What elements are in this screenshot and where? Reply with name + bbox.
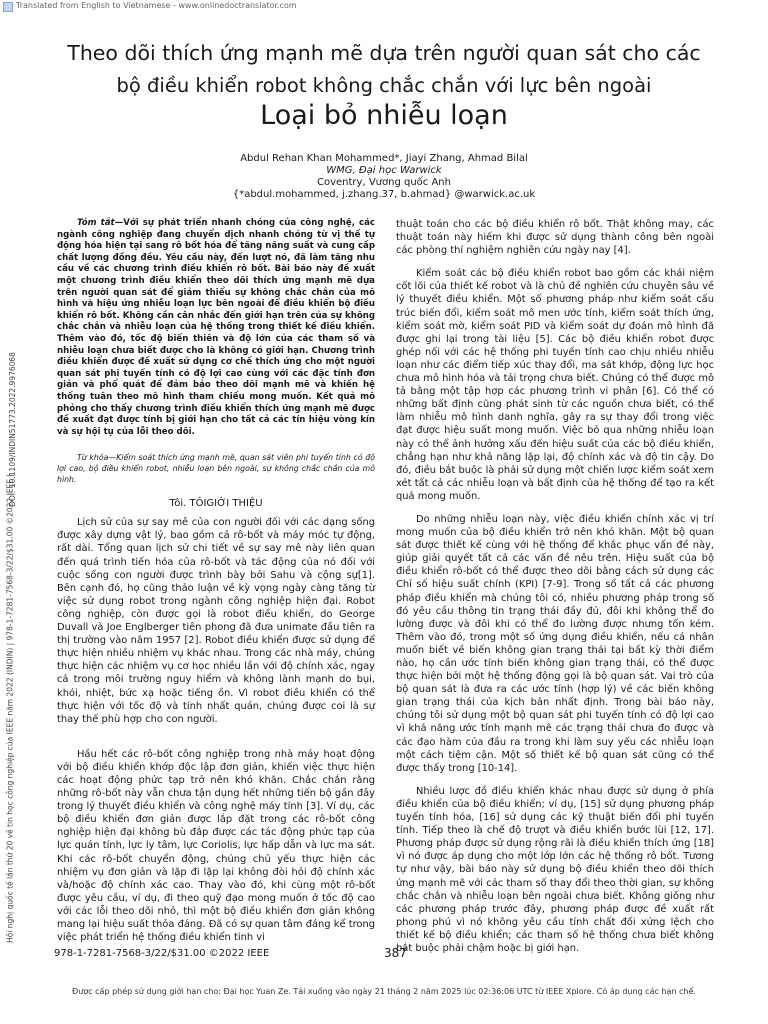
body-paragraph: Do những nhiễu loạn này, việc điều khiển chính xác vị trí mong muốn của bộ điều khiển trở nên khó khăn. Một bộ quan sát được thiết kế cùng với hệ thống để khắc phục vấn đề này, giúp giải quyết tất cả các vấn đề nêu trên. Hiệu suất của bộ điều khiển rô-bốt có thể được theo dõi bằng cách sử dụng các Chỉ số hiệu suất chính (KPI) [7-9]. Trong số tất cả các phương pháp điều khiển mà chúng tôi có, nhiều phương pháp trong số đó yêu cầu thông tin trạng thái đầy đủ, đôi khi không thể đo lường được và đôi khi có thể đo lường được nhưng tốn kém. Thêm vào đó, trong một số ứng dụng điều khiển, nếu cá nhân muốn biết về biến không gian trạng thái tại bất kỳ thời điểm nào, họ cần ước tính biến không gian trạng thái, có thể được thực hiện bởi một hệ thống động gọi là bộ quan sát. Vai trò của bộ quan sát là đưa ra các ước tính (hợp lý) về các biến không gian trạng thái của kịch bản nhất định. Trong bài báo này, chúng tôi sử dụng một bộ quan sát phi tuyến tính có độ lợi cao vì khả năng ước tính mạnh mẽ các trạng thái chưa đo được và các đạo hàm của đầu ra trong khi làm suy yếu các nhiễu loạn một cách tiệm cận. Một số thiết kế bộ quan sát cũng có thể được thấy trong [10-14].: [396, 513, 714, 774]
side-doi: DOI: 10.1109/INDIN51773.2022.9976068: [8, 352, 17, 507]
body-paragraph: Hầu hết các rô-bốt công nghiệp trong nhà máy hoạt động với bộ điều khiển khớp độc lập đơn giản, khiến việc thực hiện các hoạt động phức tạp trở nên khó khăn. Chắc chắn rằng những rô-bốt này vẫn chưa tận dụng hết những tiến bộ gần đây trong lý thuyết điều khiển và công nghệ máy tính [3]. Ví dụ, các bộ điều khiển đơn giản được lắp đặt trong các rô-bốt công nghiệp hiện đại không bù đắp được các tác động phức tạp của lực quán tính, lực ly tâm, lực Coriolis, lực hấp dẫn và lực ma sát. Khi các rô-bốt chuyển động, chúng chủ yếu thực hiện các nhiệm vụ đơn giản và lặp đi lặp lại không đòi hỏi độ chính xác và/hoặc độ chính xác cao. Thay vào đó, khi cùng một rô-bốt được yêu cầu, ví dụ, đi theo quỹ đạo mong muốn ở tốc độ cao với các lỗi theo dõi nhỏ, thì một bộ điều khiển đơn giản không mang lại hiệu suất thỏa đáng. Đã có sự quan tâm đáng kể trong việc phát triển hệ thống điều khiển tinh vi: [57, 748, 375, 944]
translation-banner: [0, 0, 768, 12]
body-paragraph: thuật toán cho các bộ điều khiển rô bốt. Thật không may, các thuật toán này hiếm khi được sử dụng thành công bên ngoài các phòng thí nghiệm nghiên cứu ngày nay [4].: [396, 219, 714, 257]
license-note: Được cấp phép sử dụng giới hạn cho: Đại học Yuan Ze. Tải xuống vào ngày 21 tháng 2 năm 2025 lúc 02:36:06 UTC từ IEEE Xplore. Có áp dụng các hạn chế.: [72, 987, 696, 996]
banner-text: Translated from English to Vietnamese - www.onlinedoctranslator.com: [16, 1, 297, 10]
keywords-text: —Kiểm soát thích ứng mạnh mẽ, quan sát viên phi tuyến tính có độ lợi cao, bộ điều khiển robot, nhiễu loạn bên ngoài, sự không chắc chắn của mô hình.: [57, 453, 375, 485]
body-paragraph: Lịch sử của sự say mê của con người đối với các dạng sống được xây dựng vật lý, bao gồm cả rô-bốt và máy móc tự động, rất dài. Tổng quan lịch sử chi tiết về sự say mê này liên quan đến quá trình tiến hóa của rô-bốt và tác động của nó đối với cuộc sống con người được trình bày bởi Sahu và cộng sự[1]. Bên cạnh đó, họ cũng thảo luận về kỳ vọng ngày càng tăng từ việc sử dụng robot trong ngành công nghiệp hiện đại. Robot công nghiệp, còn được gọi là robot điều khiển, do George Duvall và Joe Englberger tiên phong đã đưa unimate đầu tiên ra thị trường vào năm 1957 [2]. Robot điều khiển được sử dụng để thực hiện nhiều nhiệm vụ khác nhau. Trong các nhà máy, chúng thực hiện các nhiệm vụ cơ học nhiều lần với độ chính xác, ngay cả trong môi trường nguy hiểm và không lành mạnh do bụi, khói, nhiệt, bức xạ hoặc tiếng ồn. Vì robot điều khiển có thể thực hiện với tốc độ và tính nhất quán, chúng được coi là sự thay thế phù hợp cho con người.: [57, 517, 375, 725]
abstract: [57, 218, 375, 438]
section-heading-introduction: Tôi. TÔIGIỚI THIỆU: [169, 498, 263, 510]
paper-title-line-2: bộ điều khiển robot không chắc chắn với lực bên ngoài: [116, 74, 652, 97]
keywords: [57, 452, 375, 485]
left-column: [57, 218, 375, 954]
footer-isbn: 978-1-7281-7568-3/22/$31.00 ©2022 IEEE: [54, 948, 270, 959]
author-email: {*abdul.mohammed, j.zhang.37, b.ahmad} @warwick.ac.uk: [232, 189, 536, 200]
paper-title-line-3: Loại bỏ nhiễu loạn: [260, 100, 508, 131]
abstract-text: —Với sự phát triển nhanh chóng của công nghệ, các ngành công nghiệp đang chuyển dịch nhanh chóng từ vị thế tự động hóa hiện tại sang rô bốt hóa để tăng năng suất và cung cấp chất lượng đồng đều. Yêu cầu này, đến lượt nó, đã làm tăng nhu cầu về các chương trình điều khiển rô bốt. Bài báo này đề xuất một chương trình điều khiển theo dõi thích ứng mạnh mẽ dựa trên người quan sát để giảm thiểu sự không chắc chắn của mô hình và hiệu ứng nhiễu loạn lực bên ngoài để điều khiển bộ điều khiển rô bốt. Không cần cân nhắc đến giới hạn trên của sự không chắc chắn và nhiễu loạn của hệ thống trong thiết kế điều khiển. Thêm vào đó, tốc độ biến thiên và độ lớn của các tham số và nhiễu loạn chưa biết được cho là không có giới hạn. Chương trình điều khiển được đề xuất sử dụng cơ chế thích ứng cho một người quan sát phi tuyến tính có độ lợi cao cùng với các đặc tính đơn giản và phổ quát để đảm bảo theo dõi mạnh mẽ và khiến hệ thống tuân theo mô hình tham chiếu mong muốn. Kết quả mô phỏng cho thấy chương trình điều khiển thích ứng mạnh mẽ được đề xuất đạt được tính bị giới hạn cho tất cả các tín hiệu vòng kín và sự hội tụ của lỗi theo dõi.: [57, 218, 375, 437]
translator-logo-icon: [3, 2, 13, 12]
page-number: 387: [384, 946, 407, 960]
body-paragraph: Nhiều lược đồ điều khiển khác nhau được sử dụng ở phía điều khiển của bộ điều khiển; ví dụ, [15] sử dụng phương pháp tuyến tính hóa, [16] sử dụng các kỹ thuật biến đổi phi tuyến tính. Tiếp theo là chế độ trượt và điều khiển bước lùi [12, 17]. Phương pháp được sử dụng rộng rãi là điều khiển thích ứng [18] vì nó được áp dụng cho một lớp lớn các hệ thống rô bốt. Tương tự như vậy, bài báo này sử dụng bộ điều khiển theo dõi thích ứng mạnh mẽ với các tham số thay đổi theo thời gian, sự không chắc chắn và nhiễu loạn bên ngoài chưa biết. Không giống như các phương pháp trước đây, phương pháp được đề xuất rất phong phú vì nó không yêu cầu tính chất đối xứng lệch cho thiết kế bộ điều khiển; các tham số hệ thống chưa biết không bắt buộc phải chậm hoặc bị giới hạn.: [396, 785, 714, 954]
author-location: Coventry, Vương quốc Anh: [317, 177, 451, 188]
body-paragraph: Kiểm soát các bộ điều khiển robot bao gồm các khái niệm cốt lõi của thiết kế robot và là chủ đề nghiên cứu chuyên sâu về lý thuyết điều khiển. Một số phương pháp như kiểm soát cấu trúc biến đổi, kiểm soát mô men ước tính, kiểm soát thích ứng, kiểm soát mờ, kiểm soát PID và kiểm soát dự đoán mô hình đã được ghi lại trong tài liệu [5]. Các bộ điều khiển robot được ghép nối với các hệ thống phi tuyến tính cao chịu nhiều nhiễu loạn như các điểm tiếp xúc thay đổi, ma sát khớp, động lực học chưa mô hình hóa và tải trọng chưa biết. Chúng có thể được mô tả bằng một tập hợp các phương trình vi phân [6]. Có thể có những bất định cũng phát sinh từ các nguồn chưa biết, có thể làm nhiễu mô hình danh nghĩa, gây ra sự thay đổi trong việc đạt được hiệu suất mong muốn. Việc bỏ qua những nhiễu loạn này có thể ảnh hưởng xấu đến hiệu suất của các bộ điều khiển, chẳng hạn như khả năng lặp lại, độ chính xác và độ tin cậy. Do đó, điều bắt buộc là phải sử dụng một chiến lược kiểm soát xem xét tất cả các nhiễu loạn và bất định của hệ thống để tạo ra kết quả mong muốn.: [396, 268, 714, 502]
author-names: Abdul Rehan Khan Mohammed*, Jiayi Zhang, Ahmad Bilal: [240, 153, 528, 164]
paper-title-line-1: Theo dõi thích ứng mạnh mẽ dựa trên người quan sát cho các: [67, 41, 701, 65]
right-column: [396, 218, 714, 965]
keywords-label: Từ khóa: [77, 453, 109, 463]
abstract-label: Tóm tắt: [77, 218, 115, 228]
author-affiliation: WMG, Đại học Warwick: [326, 165, 442, 176]
side-venue: Hội nghị quốc tế lần thứ 20 về tin học công nghiệp của IEEE năm 2022 (INDIN) | 978-1-7281-7568-3/22/$31.00 ©2022 IEEE |: [5, 474, 15, 943]
